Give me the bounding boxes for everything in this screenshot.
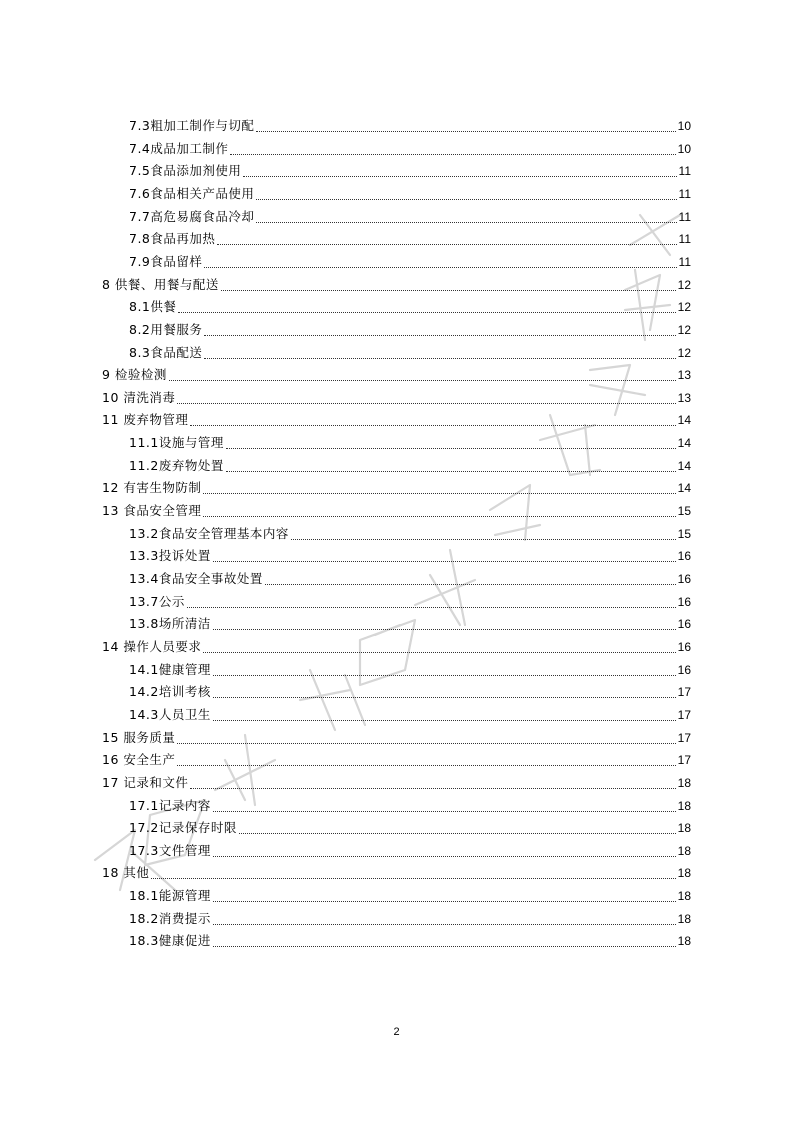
toc-entry-title: 7.7高危易腐食品冷却 xyxy=(129,208,255,224)
toc-entry-page-number: 10 xyxy=(677,119,691,133)
toc-entry-title: 13.7公示 xyxy=(129,593,185,609)
toc-entry-page-number: 18 xyxy=(677,866,691,881)
toc-entry-page-number: 16 xyxy=(677,662,691,677)
toc-entry-section[interactable] xyxy=(129,704,691,726)
toc-entry-chapter[interactable] xyxy=(102,749,691,771)
toc-entry-title: 7.4成品加工制作 xyxy=(129,140,229,156)
toc-entry-section[interactable] xyxy=(129,138,691,160)
toc-entry-title: 9 检验检测 xyxy=(102,367,167,383)
toc-entry-title: 8 供餐、用餐与配送 xyxy=(102,276,219,292)
toc-entry-title: 13.3投诉处置 xyxy=(129,548,211,564)
toc-entry-section[interactable] xyxy=(129,545,691,567)
toc-entry-page-number: 13 xyxy=(677,368,691,383)
toc-dot-leader xyxy=(265,583,676,585)
toc-dot-leader xyxy=(213,696,676,698)
toc-entry-page-number: 17 xyxy=(677,730,691,745)
toc-entry-title: 17 记录和文件 xyxy=(102,774,189,790)
toc-entry-section[interactable] xyxy=(129,591,691,613)
toc-entry-section[interactable] xyxy=(129,659,691,681)
toc-entry-title: 7.6食品相关产品使用 xyxy=(129,185,255,201)
toc-entry-title: 13.8场所清洁 xyxy=(129,616,211,632)
toc-dot-leader xyxy=(213,674,676,676)
toc-entry-chapter[interactable] xyxy=(102,387,691,409)
toc-entry-section[interactable] xyxy=(129,455,691,477)
toc-entry-page-number: 15 xyxy=(677,526,691,541)
toc-dot-leader xyxy=(177,764,675,766)
toc-entry-page-number: 18 xyxy=(677,775,691,790)
toc-dot-leader xyxy=(203,515,675,517)
toc-dot-leader xyxy=(226,470,676,472)
toc-entry-page-number: 12 xyxy=(677,322,691,337)
toc-entry-title: 14.1健康管理 xyxy=(129,661,211,677)
toc-dot-leader xyxy=(213,855,676,857)
toc-entry-section[interactable] xyxy=(129,115,691,137)
toc-entry-title: 7.8食品再加热 xyxy=(129,231,216,247)
toc-entry-page-number: 14 xyxy=(677,436,691,451)
toc-dot-leader xyxy=(213,810,676,812)
toc-entry-page-number: 11 xyxy=(678,164,691,179)
page-number: 2 xyxy=(393,1026,400,1038)
toc-entry-section[interactable] xyxy=(129,319,691,341)
toc-entry-chapter[interactable] xyxy=(102,477,691,499)
toc-entry-chapter[interactable] xyxy=(102,409,691,431)
toc-entry-title: 7.9食品留样 xyxy=(129,253,203,269)
toc-entry-section[interactable] xyxy=(129,908,691,930)
toc-entry-title: 18.3健康促进 xyxy=(129,933,211,949)
toc-dot-leader xyxy=(256,198,676,200)
toc-entry-section[interactable] xyxy=(129,840,691,862)
toc-entry-title: 18.2消费提示 xyxy=(129,910,211,926)
toc-entry-title: 17.3文件管理 xyxy=(129,842,211,858)
toc-entry-page-number: 12 xyxy=(677,300,691,315)
toc-entry-section[interactable] xyxy=(129,160,691,182)
toc-entry-page-number: 14 xyxy=(677,413,691,428)
toc-entry-page-number: 14 xyxy=(677,458,691,473)
toc-dot-leader xyxy=(190,424,675,426)
toc-entry-page-number: 16 xyxy=(677,617,691,632)
toc-dot-leader xyxy=(213,945,676,947)
toc-dot-leader xyxy=(213,628,676,630)
toc-entry-section[interactable] xyxy=(129,228,691,250)
toc-entry-title: 14 操作人员要求 xyxy=(102,638,202,654)
toc-dot-leader xyxy=(221,289,676,291)
toc-dot-leader xyxy=(177,402,675,404)
toc-entry-page-number: 18 xyxy=(677,843,691,858)
toc-entry-section[interactable] xyxy=(129,183,691,205)
toc-entry-chapter[interactable] xyxy=(102,772,691,794)
toc-entry-section[interactable] xyxy=(129,568,691,590)
toc-entry-title: 12 有害生物防制 xyxy=(102,480,202,496)
toc-dot-leader xyxy=(213,900,676,902)
toc-dot-leader xyxy=(243,175,676,177)
toc-entry-page-number: 16 xyxy=(677,594,691,609)
toc-entry-section[interactable] xyxy=(129,930,691,952)
toc-dot-leader xyxy=(239,832,676,834)
toc-entry-section[interactable] xyxy=(129,523,691,545)
toc-dot-leader xyxy=(213,923,676,925)
toc-entry-chapter[interactable] xyxy=(102,636,691,658)
toc-entry-title: 13.2食品安全管理基本内容 xyxy=(129,525,289,541)
toc-entry-page-number: 18 xyxy=(677,911,691,926)
toc-entry-page-number: 11 xyxy=(678,254,691,269)
toc-entry-title: 18.1能源管理 xyxy=(129,888,211,904)
toc-entry-page-number: 18 xyxy=(677,889,691,904)
toc-entry-section[interactable] xyxy=(129,613,691,635)
toc-entry-page-number: 18 xyxy=(677,798,691,813)
toc-entry-title: 11 废弃物管理 xyxy=(102,412,189,428)
toc-entry-page-number: 12 xyxy=(677,345,691,360)
toc-dot-leader xyxy=(178,311,675,313)
toc-entry-page-number: 10 xyxy=(677,141,691,156)
toc-entry-chapter[interactable] xyxy=(102,862,691,884)
toc-entry-chapter[interactable] xyxy=(102,500,691,522)
toc-entry-title: 14.2培训考核 xyxy=(129,684,211,700)
toc-entry-section[interactable] xyxy=(129,885,691,907)
toc-entry-section[interactable] xyxy=(129,296,691,318)
toc-entry-title: 16 安全生产 xyxy=(102,752,176,768)
toc-dot-leader xyxy=(169,379,676,381)
toc-entry-title: 17.1记录内容 xyxy=(129,797,211,813)
toc-entry-title: 7.3粗加工制作与切配 xyxy=(129,118,255,133)
toc-entry-title: 17.2记录保存时限 xyxy=(129,820,237,836)
toc-entry-page-number: 17 xyxy=(677,685,691,700)
toc-entry-page-number: 13 xyxy=(677,390,691,405)
toc-entry-page-number: 17 xyxy=(677,753,691,768)
toc-entry-title: 7.5食品添加剂使用 xyxy=(129,163,242,179)
toc-entry-title: 10 清洗消毒 xyxy=(102,389,176,405)
toc-dot-leader xyxy=(204,357,675,359)
toc-entry-section[interactable] xyxy=(129,795,691,817)
toc-dot-leader xyxy=(203,651,675,653)
toc-entry-page-number: 11 xyxy=(678,209,691,224)
toc-dot-leader xyxy=(187,606,676,608)
toc-entry-page-number: 18 xyxy=(677,934,691,949)
toc-dot-leader xyxy=(204,266,676,268)
toc-entry-section[interactable] xyxy=(129,342,691,364)
toc-entry-title: 8.3食品配送 xyxy=(129,344,203,360)
toc-entry-page-number: 14 xyxy=(677,481,691,496)
toc-dot-leader xyxy=(177,742,675,744)
toc-entry-title: 14.3人员卫生 xyxy=(129,706,211,722)
toc-dot-leader xyxy=(230,153,675,155)
toc-entry-chapter[interactable] xyxy=(102,727,691,749)
toc-dot-leader xyxy=(203,492,675,494)
toc-dot-leader xyxy=(213,719,676,721)
toc-entry-page-number: 16 xyxy=(677,639,691,654)
toc-entry-chapter[interactable] xyxy=(102,274,691,296)
toc-entry-title: 13 食品安全管理 xyxy=(102,503,202,519)
toc-entry-section[interactable] xyxy=(129,432,691,454)
toc-entry-page-number: 16 xyxy=(677,549,691,564)
toc-entry-page-number: 15 xyxy=(677,504,691,519)
toc-entry-section[interactable] xyxy=(129,251,691,273)
toc-dot-leader xyxy=(213,560,676,562)
toc-entry-chapter[interactable] xyxy=(102,364,691,386)
toc-entry-page-number: 18 xyxy=(677,821,691,836)
toc-dot-leader xyxy=(256,221,676,223)
toc-entry-page-number: 17 xyxy=(677,707,691,722)
toc-entry-page-number: 11 xyxy=(678,186,691,201)
toc-entry-page-number: 16 xyxy=(677,572,691,586)
toc-dot-leader xyxy=(291,538,676,540)
toc-entry-title: 13.4食品安全事故处置 xyxy=(129,571,263,586)
toc-entry-page-number: 11 xyxy=(678,232,691,247)
toc-entry-section[interactable] xyxy=(129,817,691,839)
toc-entry-section[interactable] xyxy=(129,681,691,703)
toc-entry-title: 11.1设施与管理 xyxy=(129,435,224,451)
toc-entry-title: 8.1供餐 xyxy=(129,299,177,315)
toc-entry-title: 18 其他 xyxy=(102,865,150,881)
toc-dot-leader xyxy=(151,877,675,879)
toc-entry-section[interactable] xyxy=(129,206,691,228)
toc-dot-leader xyxy=(190,787,675,789)
toc-dot-leader xyxy=(217,243,676,245)
toc-entry-title: 11.2废弃物处置 xyxy=(129,457,224,473)
toc-entry-title: 8.2用餐服务 xyxy=(129,321,203,337)
toc-entry-page-number: 12 xyxy=(677,277,691,292)
toc-dot-leader xyxy=(256,130,675,132)
toc-entry-title: 15 服务质量 xyxy=(102,729,176,745)
toc-dot-leader xyxy=(204,334,675,336)
toc-dot-leader xyxy=(226,447,676,449)
